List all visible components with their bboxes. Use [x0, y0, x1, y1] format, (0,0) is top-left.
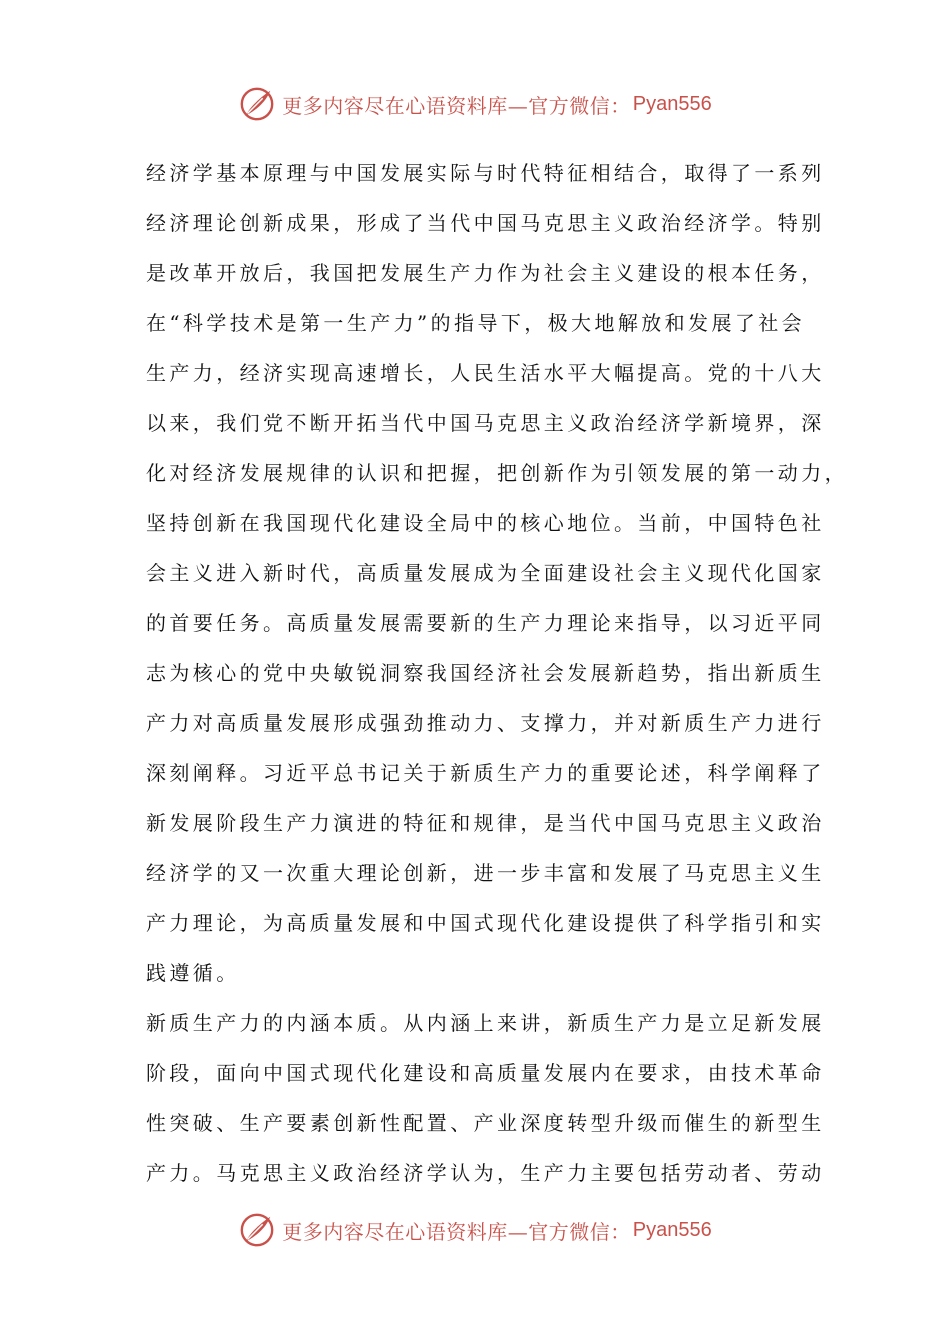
text-line: 是改革开放后，我国把发展生产力作为社会主义建设的根本任务， [146, 261, 825, 285]
text-line: 经济理论创新成果，形成了当代中国马克思主义政治经济学。特别 [146, 211, 825, 235]
footer-wechat-id: Pyan556 [632, 1218, 712, 1241]
text-line: 志为核心的党中央敏锐洞察我国经济社会发展新趋势，指出新质生 [146, 661, 825, 685]
text-line: 生产力，经济实现高速增长，人民生活水平大幅提高。党的十八大 [146, 361, 825, 385]
text-line: 的首要任务。高质量发展需要新的生产力理论来指导，以习近平同 [146, 611, 825, 635]
header-banner [0, 84, 950, 124]
quill-logo-icon [238, 1211, 276, 1249]
text-line: 经济学基本原理与中国发展实际与时代特征相结合，取得了一系列 [146, 161, 825, 185]
text-line: 产力对高质量发展形成强劲推动力、支撑力，并对新质生产力进行 [146, 711, 825, 735]
footer-banner [0, 1210, 950, 1250]
text-line: 阶段，面向中国式现代化建设和高质量发展内在要求，由技术革命 [146, 1061, 825, 1085]
text-line: 深刻阐释。习近平总书记关于新质生产力的重要论述，科学阐释了 [146, 761, 825, 785]
text-line: 经济学的又一次重大理论创新，进一步丰富和发展了马克思主义生 [146, 861, 825, 885]
text-line: 性突破、生产要素创新性配置、产业深度转型升级而催生的新型生 [146, 1111, 825, 1135]
quill-logo-icon [238, 85, 276, 123]
article-body [146, 148, 848, 1198]
footer-banner-text: 更多内容尽在心语资料库—官方微信： [282, 1219, 631, 1244]
header-banner-text: 更多内容尽在心语资料库—官方微信： [282, 93, 631, 118]
header-wechat-id: Pyan556 [632, 92, 712, 115]
text-line: 会主义进入新时代，高质量发展成为全面建设社会主义现代化国家 [146, 561, 825, 585]
text-line: 产力理论，为高质量发展和中国式现代化建设提供了科学指引和实 [146, 911, 825, 935]
text-line: 产力。马克思主义政治经济学认为，生产力主要包括劳动者、劳动 [146, 1161, 825, 1185]
text-line: 在“科学技术是第一生产力”的指导下，极大地解放和发展了社会 [146, 311, 806, 335]
text-line: 化对经济发展规律的认识和把握，把创新作为引领发展的第一动力， [146, 461, 848, 485]
text-line: 新质生产力的内涵本质。从内涵上来讲，新质生产力是立足新发展 [146, 1011, 825, 1035]
text-line: 以来，我们党不断开拓当代中国马克思主义政治经济学新境界，深 [146, 411, 825, 435]
text-line: 新发展阶段生产力演进的特征和规律，是当代中国马克思主义政治 [146, 811, 825, 835]
text-line: 坚持创新在我国现代化建设全局中的核心地位。当前，中国特色社 [146, 511, 825, 535]
text-line: 践遵循。 [146, 961, 240, 985]
